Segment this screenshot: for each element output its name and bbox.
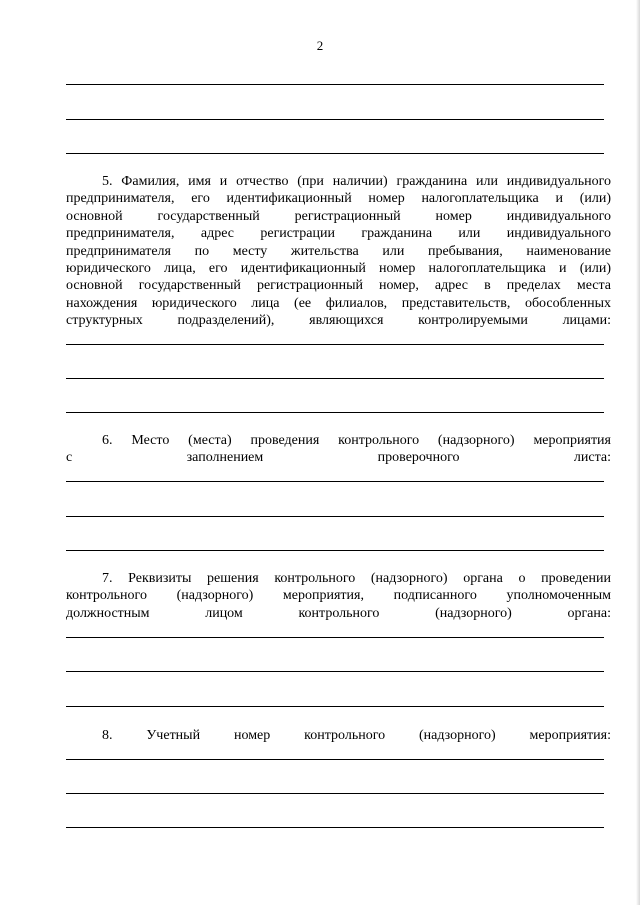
- section-5-text: [66, 173, 611, 330]
- blank-line: [66, 153, 604, 154]
- blank-line: [66, 344, 604, 345]
- text-line: контрольного (надзорного) мероприятия, подписанного уполномоченным: [66, 588, 611, 604]
- blank-line: [66, 706, 604, 707]
- blank-line: [66, 550, 604, 551]
- scan-edge-shadow: [636, 0, 640, 905]
- blank-line: [66, 637, 604, 638]
- blank-line: [66, 516, 604, 517]
- blank-line: [66, 119, 604, 120]
- text-line: 5. Фамилия, имя и отчество (при наличии) гражданина или индивидуального: [102, 174, 611, 189]
- text-line: предпринимателя, адрес регистрации гражданина или индивидуального: [66, 226, 611, 242]
- text-line: должностным лицом контрольного (надзорного) органа:: [66, 605, 611, 621]
- text-line: структурных подразделений), являющихся контролируемыми лицами:: [66, 313, 611, 329]
- blank-line: [66, 759, 604, 760]
- blank-line: [66, 671, 604, 672]
- blank-line: [66, 84, 604, 85]
- text-line: с заполнением проверочного листа:: [66, 450, 611, 466]
- text-line: 7. Реквизиты решения контрольного (надзорного) органа о проведении: [102, 571, 611, 586]
- blank-line: [66, 412, 604, 413]
- text-line: 8. Учетный номер контрольного (надзорного) мероприятия:: [102, 728, 611, 743]
- section-7-text: [66, 570, 611, 622]
- section-6-text: [66, 432, 611, 467]
- blank-line: [66, 378, 604, 379]
- text-line: юридического лица, его идентификационный номер налогоплательщика и (или): [66, 261, 611, 277]
- page-number: 2: [316, 38, 324, 53]
- blank-line: [66, 793, 604, 794]
- blank-line: [66, 481, 604, 482]
- text-line: 6. Место (места) проведения контрольного (надзорного) мероприятия: [102, 433, 611, 448]
- section-8-text: [66, 727, 611, 744]
- text-line: основной государственный регистрационный номер, адрес в пределах места: [66, 278, 611, 294]
- text-line: предпринимателя, его идентификационный номер налогоплательщика и (или): [66, 191, 611, 207]
- text-line: основной государственный регистрационный номер индивидуального: [66, 208, 611, 224]
- text-line: предпринимателя по месту жительства или пребывания, наименование: [66, 243, 611, 259]
- blank-line: [66, 827, 604, 828]
- text-line: нахождения юридического лица (ее филиалов, представительств, обособленных: [66, 295, 611, 311]
